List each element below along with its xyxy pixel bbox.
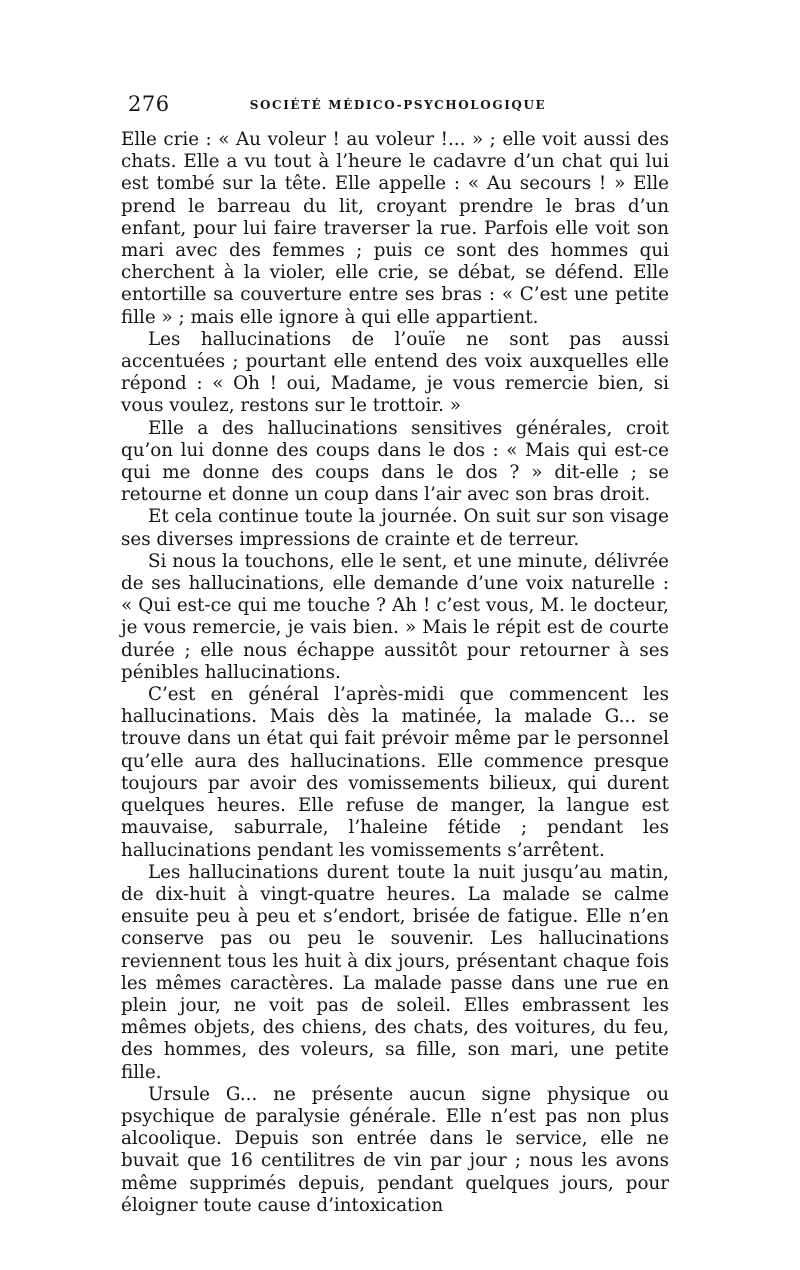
page-header xyxy=(128,92,668,118)
paragraph: Ursule G... ne présente aucun signe physique ou psychique de paralysie générale. Elle n’est pas non plus alcoolique. Depuis son entrée dans le service, elle ne buvait que 16 centilitres de vin par jour ; nous les avons même supprimés depuis, pendant quelques jours, pour éloigner toute cause d’intoxication xyxy=(121,1083,669,1216)
running-title: SOCIÉTÉ MÉDICO-PSYCHOLOGIQUE xyxy=(249,98,547,112)
paragraph: Et cela continue toute la journée. On suit sur son visage ses diverses impressions de crainte et de terreur. xyxy=(121,506,669,550)
paragraph: Elle a des hallucinations sensitives générales, croit qu’on lui donne des coups dans le dos : « Mais qui est-ce qui me donne des coups dans le dos ? » dit-elle ; se retourne et donne un coup dans l’air avec son bras droit. xyxy=(121,417,669,506)
paragraph: C’est en général l’après-midi que commencent les hallucinations. Mais dès la matinée, la malade G... se trouve dans un état qui fait prévoir même par le personnel qu’elle aura des hallucinations. Elle commence presque toujours par avoir des vomissements bilieux, qui durent quelques heures. Elle refuse de manger, la langue est mauvaise, saburrale, l’haleine fétide ; pendant les hallucinations pendant les vomissements s’arrêtent. xyxy=(121,684,669,861)
paragraph: Si nous la touchons, elle le sent, et une minute, délivrée de ses hallucinations, elle demande d’une voix naturelle : « Qui est-ce qui me touche ? Ah ! c’est vous, M. le docteur, je vous remercie, je vais bien. » Mais le répit est de courte durée ; elle nous échappe aussitôt pour retourner à ses pénibles hallucinations. xyxy=(121,550,669,683)
paragraph: Elle crie : « Au voleur ! au voleur !... » ; elle voit aussi des chats. Elle a vu tout à l’heure le cadavre d’un chat qui lui est tombé sur la tête. Elle appelle : « Au secours ! » Elle prend le barreau du lit, croyant prendre le bras d’un enfant, pour lui faire traverser la rue. Parfois elle voit son mari avec des femmes ; puis ce sont des hommes qui cherchent à la violer, elle crie, se débat, se défend. Elle entortille sa couverture entre ses bras : « C’est une petite fille » ; mais elle ignore à qui elle appartient. xyxy=(121,129,669,328)
paragraph: Les hallucinations durent toute la nuit jusqu’au matin, de dix-huit à vingt-quatre heures. La malade se calme ensuite peu à peu et s’endort, brisée de fatigue. Elle n’en conserve pas ou peu le souvenir. Les hallucinations reviennent tous les huit à dix jours, présentant chaque fois les mêmes caractères. La malade passe dans une rue en plein jour, ne voit pas de soleil. Elles embrassent les mêmes objets, des chiens, des chats, des voitures, du feu, des hommes, des voleurs, sa fille, son mari, une petite fille. xyxy=(121,861,669,1083)
paragraph: Les hallucinations de l’ouïe ne sont pas aussi accentuées ; pourtant elle entend des voix auxquelles elle répond : « Oh ! oui, Madame, je vous remercie bien, si vous voulez, restons sur le trottoir. » xyxy=(121,328,669,417)
body-text xyxy=(121,129,669,1217)
page-number: 276 xyxy=(128,92,170,116)
